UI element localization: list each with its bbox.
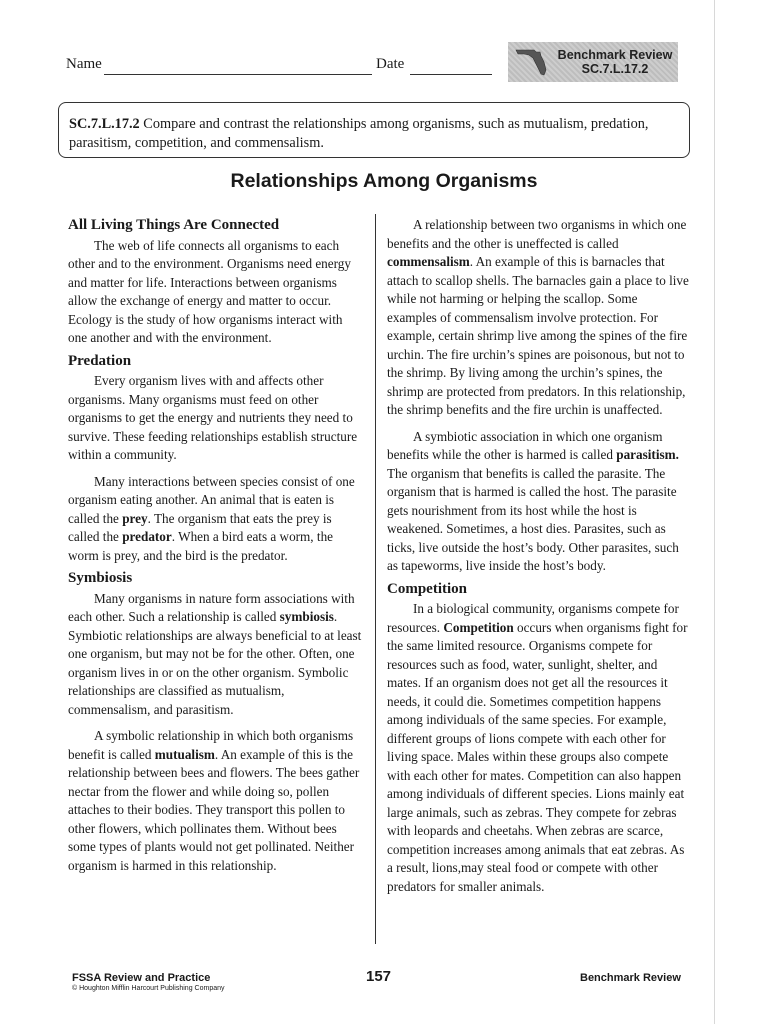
badge-code: SC.7.L.17.2	[581, 62, 649, 76]
term-mutualism: mutualism	[154, 746, 215, 762]
term-parasitism: parasitism.	[616, 447, 679, 462]
footer-left	[72, 972, 225, 992]
paragraph-parasitism: A symbiotic association in which one organism benefits while the other is harmed is called parasitism. The organism that benefits is called the parasite. The organism that is harmed is called the host. The parasite gets nourishment from its host while the host is weakened. Sometimes, a host dies. Parasites, such as ticks, live outside the host’s body. Other parasites, such as tapeworms, live inside the host’s body.	[387, 428, 679, 573]
standard-box	[58, 102, 690, 158]
standard-text: Compare and contrast the relationships among organisms, such as mutualism, predation, parasitism, competition, and commensalism.	[69, 116, 649, 151]
paragraph-competition: In a biological community, organisms compete for resources. Competition occurs when organisms fight for the same limited resource. Organisms compete for resources such as food, water, sunlight, shelter, and mates. If an organism does not get all the resources it needs, it could die. Sometimes competition happens among individuals of the same species. For example, different groups of lions compete with each other for living space. Males within these groups also compete with each other for mates. Competition can also happen among individuals of different species. Lions mainly eat large animals, such as zebras. They compete for zebras with leopards and cheetahs. When zebras are scarce, competition increases among animals that eat zebras. As a result, lions,may steal food or compete with other predators for smaller animals.	[387, 601, 688, 894]
heading-connected: All Living Things Are Connected	[68, 217, 280, 233]
term-symbiosis: symbiosis	[279, 609, 334, 624]
paragraph-symbiosis: Many organisms in nature form associations with each other. Such a relationship is called symbiosis. Symbiotic relationships are always beneficial to at least one organism, but may not be for the other. Often, one organism lives in or on the other organism. Symbolic relationships are classified as mutualism, commensalism, and parasitism.	[68, 590, 362, 717]
heading-competition: Competition	[387, 580, 467, 597]
page-number: 157	[366, 968, 392, 985]
standard-code: SC.7.L.17.2	[69, 116, 140, 132]
term-competition: Competition	[443, 619, 514, 635]
date-field-line[interactable]	[410, 74, 492, 75]
footer-right: Benchmark Review	[580, 972, 681, 984]
name-label: Name	[66, 56, 102, 72]
right-column	[387, 216, 689, 896]
column-divider	[375, 214, 376, 944]
page-edge-line	[714, 0, 715, 1024]
date-label: Date	[376, 56, 405, 72]
term-predator: predator	[122, 529, 172, 544]
term-commensalism: commensalism	[387, 254, 470, 269]
heading-symbiosis: Symbiosis	[68, 570, 133, 586]
paragraph-predation-1: Every organism lives with and affects other organisms. Many organisms must feed on other organisms to get the energy and nutrients they need to survive. These feeding relationships establish structure within a community.	[68, 373, 358, 462]
name-field-line[interactable]	[104, 74, 372, 75]
page-title: Relationships Among Organisms	[230, 170, 538, 192]
footer-publisher: © Houghton Mifflin Harcourt Publishing Company	[72, 985, 225, 992]
footer-book-title: FSSA Review and Practice	[72, 972, 211, 984]
heading-predation: Predation	[68, 352, 132, 369]
paragraph-predation-2: Many interactions between species consist of one organism eating another. An animal that is eaten is called the prey. The organism that eats the prey is called the predator. When a bird eats a worm, the worm is prey, and the bird is the predator.	[68, 473, 355, 563]
badge-title: Benchmark Review	[557, 48, 673, 62]
paragraph-connected: The web of life connects all organisms to each other and to the environment. Organisms need energy and matter for life. Interactions between organisms allow the exchange of energy and matter to occur. Ecology is the study of how organisms interact with one another and with the environment.	[68, 237, 351, 345]
florida-map-icon	[514, 46, 550, 78]
paragraph-mutualism: A symbolic relationship in which both organisms benefit is called mutualism. An example of this is the relationship between bees and flowers. The bees gather nectar from the flower and while doing so, pollen attaches to their bodies. They transport this pollen to other flowers, which pollinates them. Without bees some types of plants would not get pollinated. Neither organism is harmed in this relationship.	[68, 728, 360, 873]
paragraph-commensalism: A relationship between two organisms in which one benefits and the other is uneffected is called commensalism. An example of this is barnacles that attach to scallop shells. The barnacles gain a place to live while not harming or helping the scallop. Some examples of commensalism involve protection. For example, certain shrimp live among the spines of the fire urchin. The fire urchin’s spines are poisonous, but not to the shrimp. By living among the urchin’s spines, the shrimp are protected from predators. In this relationship, the shrimp benefits and the fire urchin is unaffected.	[387, 217, 689, 417]
name-date-row	[66, 56, 492, 82]
term-prey: prey	[122, 510, 148, 526]
left-column	[68, 216, 364, 875]
benchmark-badge	[508, 42, 678, 82]
